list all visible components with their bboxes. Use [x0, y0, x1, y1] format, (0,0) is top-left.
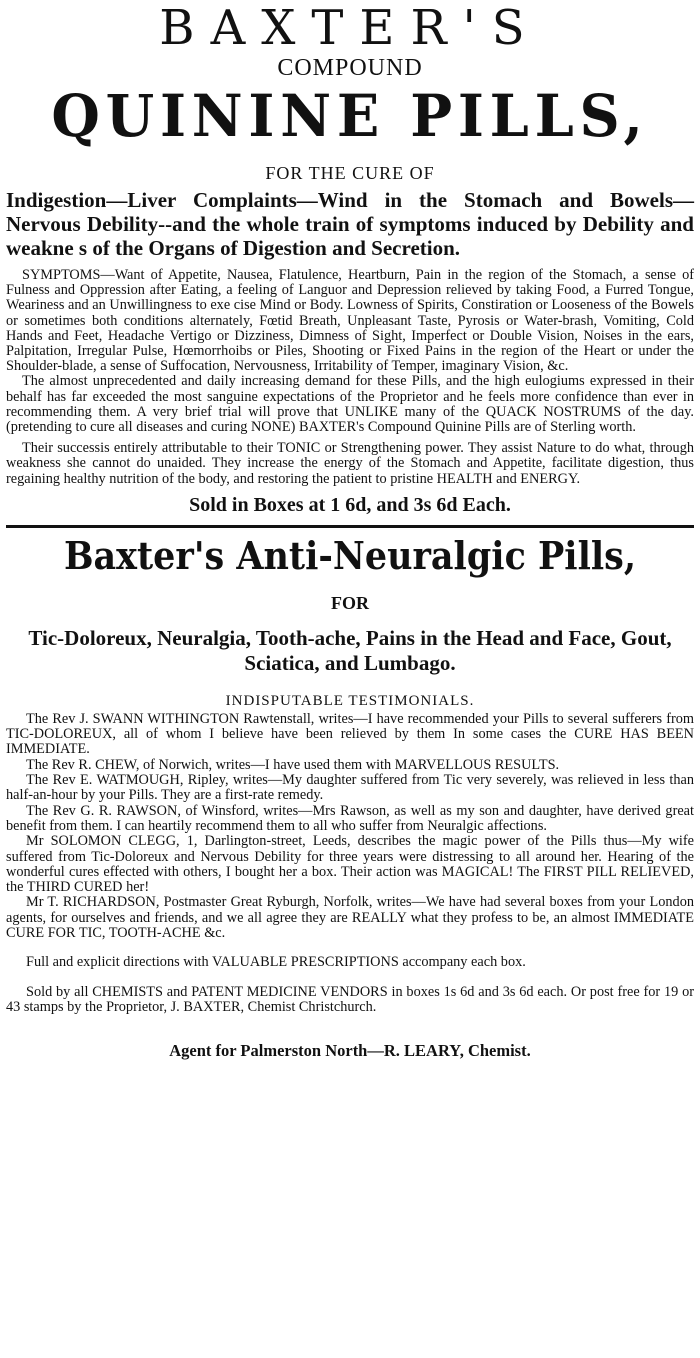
sold-by-paragraph: Sold by all CHEMISTS and PATENT MEDICINE VENDORS in boxes 1s 6d and 3s 6d each. Or post free for 19 or 43 stamps by the Proprietor, J. BAXTER, Chemist Christchurch. — [6, 983, 694, 1015]
testimonial: The Rev R. CHEW, of Norwich, writes—I have used them with MARVELLOUS RESULTS. — [26, 756, 560, 773]
testimonial: Mr T. RICHARDSON, Postmaster Great Ryburgh, Norfolk, writes—We have had several boxes from your London agents, for ourselves and friends, and we all agree they are REALLY what they profess to be, an almost IMMEDIATE CURE FOR TIC, TOOTH-ACHE &c. — [6, 894, 694, 941]
demand-paragraph: The almost unprecedented and daily increasing demand for these Pills, and the high eulogiums expressed in their behalf has far exceeded the most sanguine expectations of the Proprietor and he feels more confidence than ever in recommending them. A very brief trial will prove that UNLIKE many of the QUACK NOSTRUMS of the day. (pretending to cure all diseases and curing NONE) BAXTER's Compound Quinine Pills are of Sterling worth. — [6, 373, 694, 436]
for-cure-label: FOR THE CURE OF — [265, 163, 435, 183]
testimonial: The Rev G. R. RAWSON, of Winsford, writes—Mrs Rawson, as well as my son and daughter, have derived great benefit from them. I can heartily recommend them to all who suffer from Neuralgic affections. — [6, 802, 694, 834]
directions-note: Full and explicit directions with VALUABLE PRESCRIPTIONS accompany each box. — [26, 954, 526, 971]
compound-subheading: COMPOUND — [277, 55, 423, 81]
product-title: QUININE PILLS, — [51, 82, 649, 150]
testimonial: The Rev J. SWANN WITHINGTON Rawtenstall, writes—I have recommended your Pills to several sufferers from TIC-DOLOREUX, all of whom I believe have been relieved by them In some cases the CURE HAS BEEN IMMEDIATE. — [6, 710, 694, 758]
second-ailments: Tic-Doloreux, Neuralgia, Tooth-ache, Pains in the Head and Face, Gout, Sciatica, and Lumbago. — [28, 625, 672, 675]
testimonials-heading: INDISPUTABLE TESTIMONIALS. — [225, 692, 475, 709]
testimonial: Mr SOLOMON CLEGG, 1, Darlington-street, Leeds, describes the magic power of the Pills thus—My wife suffered from Tic-Doloreux and Nervous Debility for three years were distressing to all around her. Hearing of the wonderful cures effected with others, I bought her a box. Their action was MAGICAL! The FIRST PILL RELIEVED, the THIRD CURED her! — [6, 833, 694, 896]
success-paragraph: Their successis entirely attributable to their TONIC or Strengthening power. They assist Nature to do what, through weakness she cannot do unaided. They increase the energy of the Stomach and Appetite, facilitate digestion, thus regaining healthy nutrition of the body, and restoring the patient to pristine HEALTH and ENERGY. — [6, 440, 694, 487]
section-divider — [6, 525, 694, 528]
for-label: FOR — [331, 592, 369, 613]
symptoms-paragraph: SYMPTOMS—Want of Appetite, Nausea, Flatulence, Heartburn, Pain in the region of the Stomach, a sense of Fulness and Oppression after Eating, a feeling of Languor and Depression relieved by taking Food, a Furred Tongue, Weariness and an Unwillingness to exe cise Mind or Body. Lowness of Spirits, Constiration or Looseness of the Bowels or sometimes both conditions alternately, Fœtid Breath, Unpleasant Taste, Pyrosis or Water-brash, Vomiting, Cold Hands and Feet, Headache Vertigo or Dizziness, Dimness of Sight, Imperfect or Double Vision, Noises in the ears, Palpitation, Irregular Pulse, Hœmorrhoibs or Piles, Shooting or Fixed Pains in the region of the Heart or under the Shoulder-blade, a sense of Suffocation, Nervousness, Irritability of Temper, imaginary Vision, &c. — [6, 267, 694, 375]
brand-heading: BAXTER'S — [159, 0, 541, 56]
ailments-list: Indigestion—Liver Complaints—Wind in the Stomach and Bowels—Nervous Debility--and the whole train of symptoms induced by Debility and weakne s of the Organs of Digestion and Secretion. — [6, 188, 694, 260]
agent-line: Agent for Palmerston North—R. LEARY, Chemist. — [169, 1041, 531, 1061]
testimonial: The Rev E. WATMOUGH, Ripley, writes—My daughter suffered from Tic very severely, was relieved in less than half-an-hour by your Pills. They are a first-rate remedy. — [6, 772, 694, 804]
sold-price-line: Sold in Boxes at 1 6d, and 3s 6d Each. — [189, 493, 511, 516]
second-product-title: Baxter's Anti-Neuralgic Pills, — [63, 532, 637, 578]
